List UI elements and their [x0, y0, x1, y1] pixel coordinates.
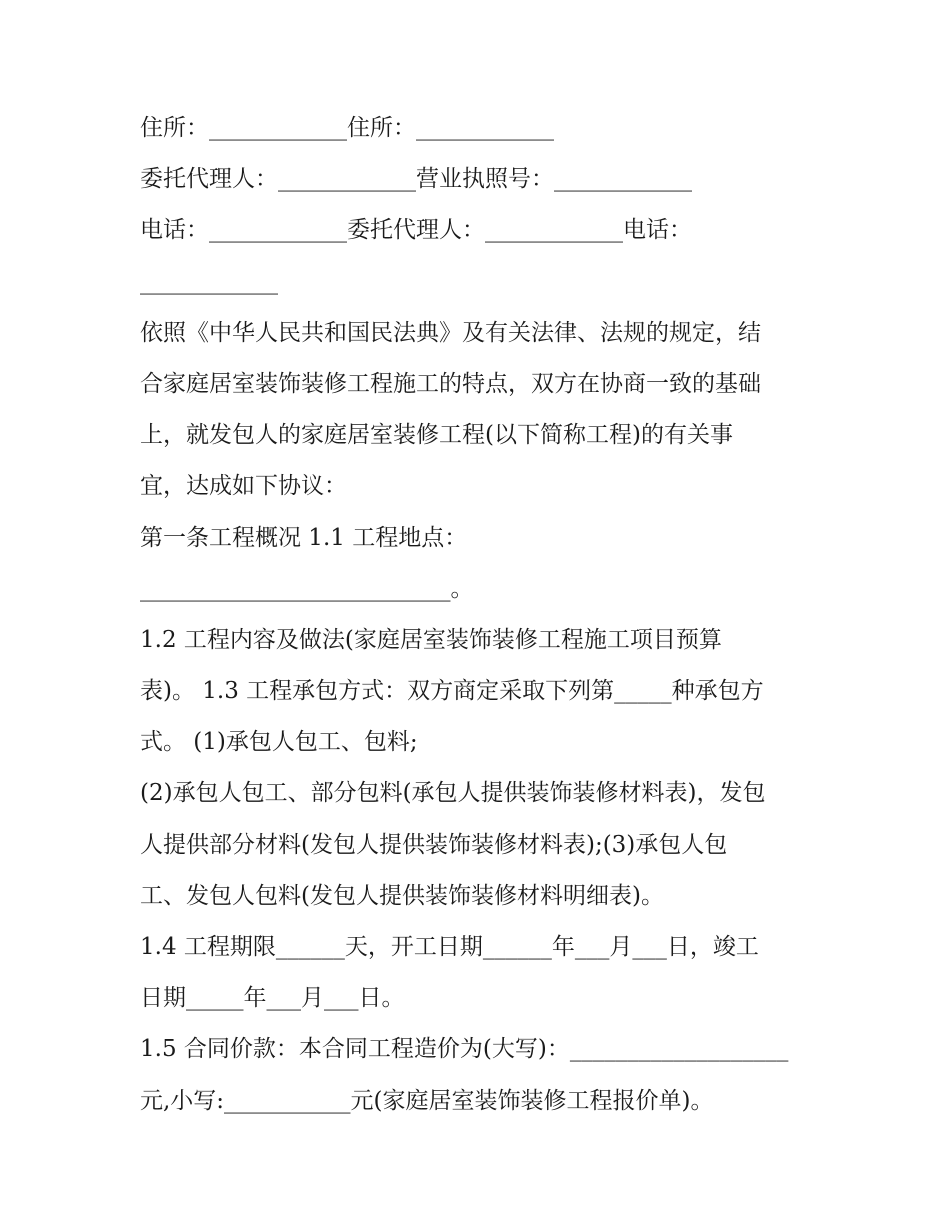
text-line-address: 住所：____________住所：____________ [140, 115, 554, 141]
text-line-section-1-3: 表)。 1.3 工程承包方式：双方商定采取下列第_____种承包方 [140, 678, 764, 705]
text-line-agent-license: 委托代理人：____________营业执照号：____________ [140, 166, 692, 193]
text-line-preamble-2: 合家庭居室装饰装修工程施工的特点，双方在协商一致的基础 [140, 370, 761, 397]
text-line-option-1: 式。 (1)承包人包工、包料; [140, 729, 418, 756]
text-line-price-lower: 元,小写:___________元(家庭居室装饰装修工程报价单)。 [140, 1087, 714, 1114]
text-line-option-2b: 人提供部分材料(发包人提供装饰装修材料表);(3)承包人包 [140, 831, 728, 858]
text-line-preamble-4: 宜，达成如下协议： [140, 473, 347, 500]
text-line-preamble-3: 上，就发包人的家庭居室装修工程(以下简称工程)的有关事 [140, 422, 733, 449]
text-line-article-1: 第一条工程概况 1.1 工程地点： [140, 524, 468, 551]
text-line-section-1-2: 1.2 工程内容及做法(家庭居室装饰装修工程施工项目预算 [140, 626, 722, 653]
text-line-phone-blank: ____________ [140, 268, 278, 295]
text-line-section-1-4: 1.4 工程期限______天，开工日期______年___月___日，竣工 [140, 934, 759, 960]
contract-document [140, 103, 820, 1127]
text-line-location-blank: ___________________________。 [140, 575, 474, 602]
text-line-completion-date: 日期_____年___月___日。 [140, 985, 405, 1012]
text-line-option-2a: (2)承包人包工、部分包料(承包人提供装饰装修材料表)，发包 [140, 780, 766, 807]
text-line-phone-agent: 电话：____________委托代理人：____________电话： [140, 217, 692, 244]
text-line-preamble-1: 依照《中华人民共和国民法典》及有关法律、法规的规定，结 [140, 319, 761, 346]
text-line-option-3: 工、发包人包料(发包人提供装饰装修材料明细表)。 [140, 882, 664, 909]
text-line-section-1-5: 1.5 合同价款：本合同工程造价为(大写)：___________________ [140, 1036, 789, 1063]
